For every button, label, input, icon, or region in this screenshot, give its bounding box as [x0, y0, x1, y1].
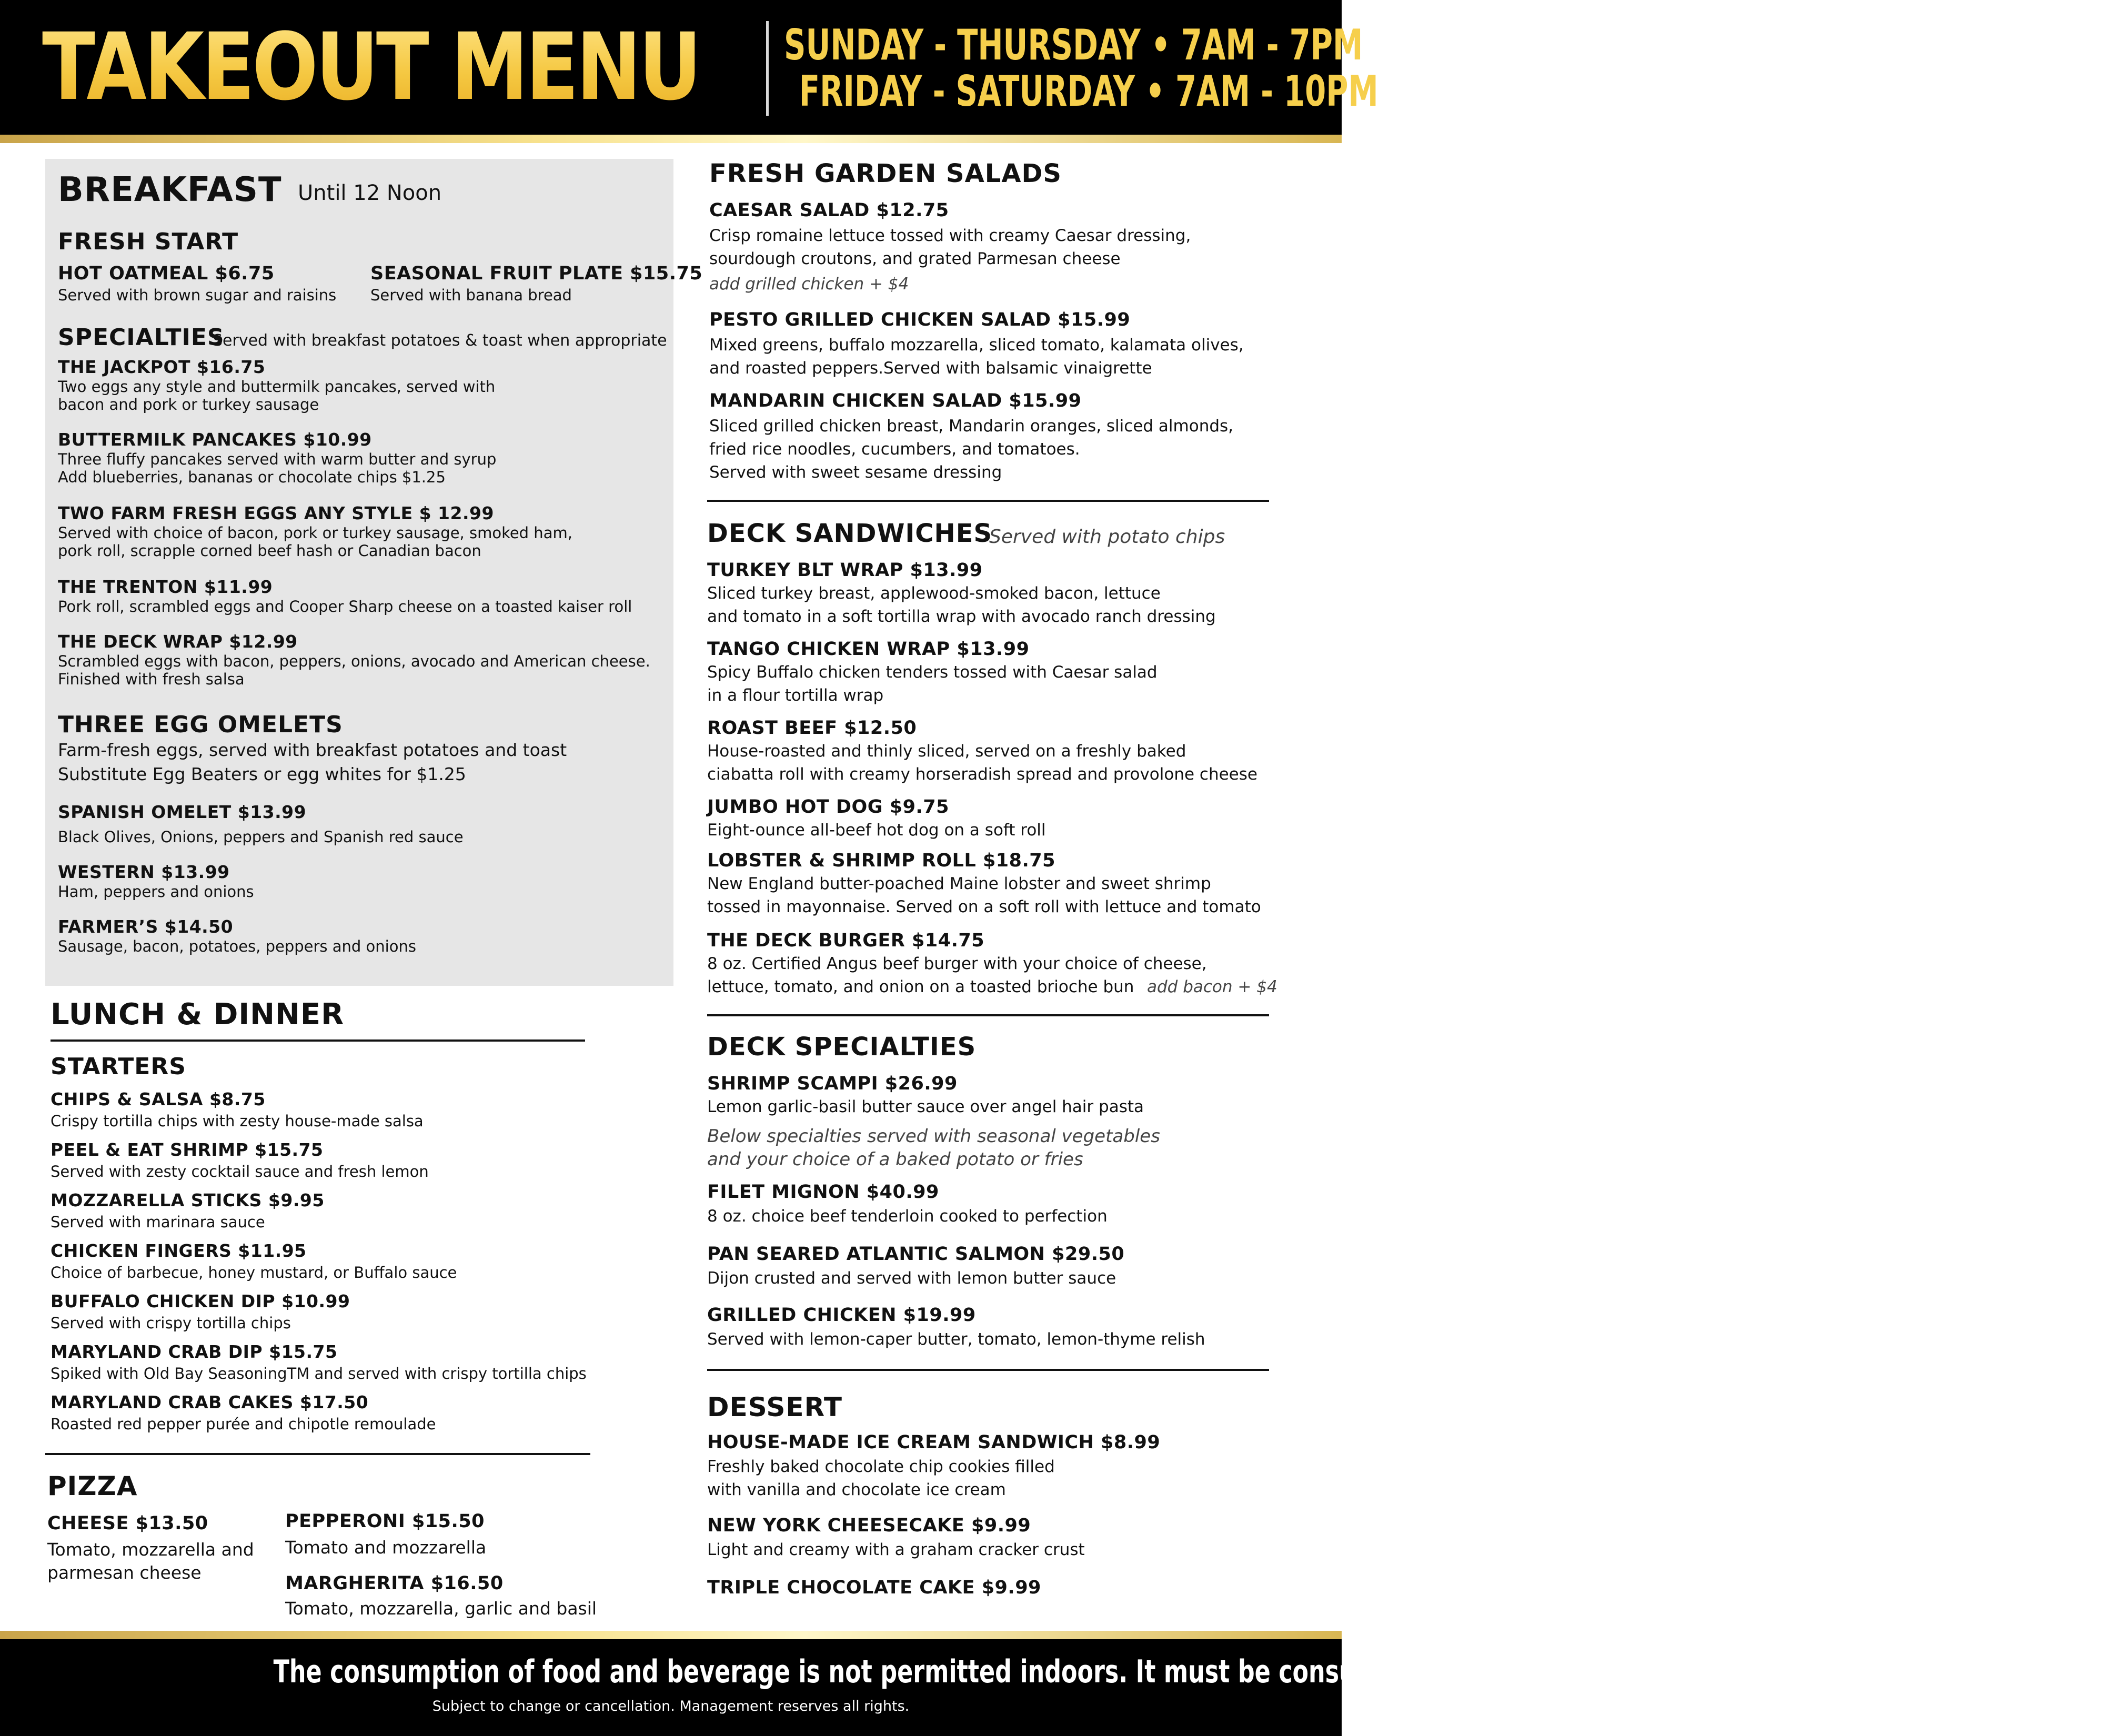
menu-item-name: CAESAR SALAD $12.75: [709, 200, 949, 221]
omelets-title: THREE EGG OMELETS: [58, 711, 343, 738]
breakfast-hours-note: Until 12 Noon: [298, 181, 442, 205]
menu-item-desc: Mixed greens, buffalo mozzarella, sliced tomato, kalamata olives,: [709, 336, 1244, 355]
menu-item-desc: Sliced grilled chicken breast, Mandarin oranges, sliced almonds,: [709, 417, 1234, 436]
menu-item-name: MARGHERITA $16.50: [285, 1573, 504, 1594]
footer-notice-text: The consumption of food and beverage is not permitted indoors. It must be consumed in a hotel room or off property.: [273, 1653, 1830, 1690]
menu-item-desc: Spiked with Old Bay SeasoningTM and served with crispy tortilla chips: [51, 1365, 587, 1382]
menu-item-name: SEASONAL FRUIT PLATE $15.75: [370, 263, 703, 284]
menu-item-name: SPANISH OMELET $13.99: [58, 802, 307, 822]
menu-title: TAKEOUT MENU: [42, 9, 699, 125]
menu-item-desc: Finished with fresh salsa: [58, 670, 245, 688]
menu-item-desc: pork roll, scrapple corned beef hash or Canadian bacon: [58, 542, 481, 560]
menu-item-desc: bacon and pork or turkey sausage: [58, 396, 319, 413]
section-divider: [707, 1014, 1269, 1016]
menu-item-desc: Tomato, mozzarella and: [47, 1539, 254, 1560]
menu-item-desc: Served with choice of bacon, pork or turkey sausage, smoked ham,: [58, 524, 572, 542]
menu-item-desc: Served with brown sugar and raisins: [58, 286, 337, 304]
menu-item-name: LOBSTER & SHRIMP ROLL $18.75: [707, 850, 1056, 871]
menu-item-desc: in a flour tortilla wrap: [707, 686, 884, 705]
menu-item-desc: Served with crispy tortilla chips: [51, 1314, 291, 1332]
menu-item-desc: Sliced turkey breast, applewood-smoked bacon, lettuce: [707, 584, 1161, 603]
menu-item-name: GRILLED CHICKEN $19.99: [707, 1305, 976, 1326]
menu-item-name: SHRIMP SCAMPI $26.99: [707, 1073, 958, 1094]
menu-item-desc: parmesan cheese: [47, 1562, 202, 1583]
menu-item-name: THE DECK WRAP $12.99: [58, 631, 298, 652]
specialties-served-note: Below specialties served with seasonal vegetables: [707, 1126, 1160, 1147]
section-divider: [707, 1369, 1269, 1371]
gold-divider-bottom: [0, 1631, 1342, 1639]
menu-item-desc: with vanilla and chocolate ice cream: [707, 1480, 1006, 1499]
pizza-title: PIZZA: [47, 1471, 138, 1501]
menu-item-desc: Roasted red pepper purée and chipotle remoulade: [51, 1415, 436, 1433]
menu-item-name: PESTO GRILLED CHICKEN SALAD $15.99: [709, 309, 1131, 330]
menu-item-desc: Tomato, mozzarella, garlic and basil: [285, 1598, 597, 1619]
menu-item-desc: 8 oz. Certified Angus beef burger with your choice of cheese,: [707, 954, 1207, 973]
menu-item-desc: House-roasted and thinly sliced, served on a freshly baked: [707, 742, 1186, 761]
menu-item-desc: New England butter-poached Maine lobster and sweet shrimp: [707, 874, 1211, 893]
menu-item-desc: Lemon garlic-basil butter sauce over angel hair pasta: [707, 1097, 1144, 1116]
menu-item-desc: Dijon crusted and served with lemon butter sauce: [707, 1269, 1116, 1288]
deck-specialties-title: DECK SPECIALTIES: [707, 1032, 977, 1062]
menu-item-name: MANDARIN CHICKEN SALAD $15.99: [709, 390, 1082, 411]
menu-item-name: THE DECK BURGER $14.75: [707, 930, 985, 951]
lunch-dinner-title: LUNCH & DINNER: [51, 997, 345, 1032]
menu-item-desc: sourdough croutons, and grated Parmesan cheese: [709, 249, 1121, 268]
menu-item-desc: Eight-ounce all-beef hot dog on a soft roll: [707, 821, 1046, 840]
menu-item-name: MOZZARELLA STICKS $9.95: [51, 1190, 325, 1210]
starters-title: STARTERS: [51, 1053, 186, 1080]
menu-item-desc: Crispy tortilla chips with zesty house-made salsa: [51, 1112, 424, 1130]
header-divider: [766, 21, 769, 116]
menu-item-name: PEEL & EAT SHRIMP $15.75: [51, 1139, 324, 1160]
footer-disclaimer: Subject to change or cancellation. Management reserves all rights.: [432, 1698, 910, 1714]
header-banner: [0, 0, 1378, 135]
omelets-note: Farm-fresh eggs, served with breakfast potatoes and toast: [58, 740, 567, 760]
menu-item-name: HOUSE-MADE ICE CREAM SANDWICH $8.99: [707, 1432, 1161, 1453]
hours-block: [784, 21, 1378, 116]
menu-item-desc: Two eggs any style and buttermilk pancakes, served with: [58, 378, 496, 396]
menu-item-desc: Crisp romaine lettuce tossed with creamy Caesar dressing,: [709, 226, 1191, 245]
menu-item-desc: Sausage, bacon, potatoes, peppers and onions: [58, 937, 416, 955]
menu-item-desc: Freshly baked chocolate chip cookies filled: [707, 1457, 1055, 1476]
section-divider: [51, 1039, 585, 1042]
menu-item-desc: Scrambled eggs with bacon, peppers, onions, avocado and American cheese.: [58, 652, 650, 670]
sandwiches-title: DECK SANDWICHES: [707, 519, 993, 548]
menu-item-addon: add grilled chicken + $4: [709, 275, 909, 294]
menu-item-desc: and tomato in a soft tortilla wrap with avocado ranch dressing: [707, 607, 1216, 626]
menu-item-addon: add bacon + $4: [1147, 977, 1277, 996]
footer-notice: [0, 1651, 1830, 1693]
footer-banner: [0, 1639, 1830, 1736]
menu-item-name: CHEESE $13.50: [47, 1513, 208, 1534]
menu-item-desc: Three fluffy pancakes served with warm butter and syrup: [58, 450, 497, 468]
menu-item-name: PEPPERONI $15.50: [285, 1511, 485, 1532]
menu-item-desc: Pork roll, scrambled eggs and Cooper Sharp cheese on a toasted kaiser roll: [58, 598, 632, 615]
menu-item-name: THE TRENTON $11.99: [58, 577, 273, 597]
menu-item-name: TWO FARM FRESH EGGS ANY STYLE $ 12.99: [58, 503, 494, 523]
menu-item-desc: Served with sweet sesame dressing: [709, 463, 1002, 482]
menu-item-desc: Served with zesty cocktail sauce and fresh lemon: [51, 1163, 429, 1180]
menu-item-desc: tossed in mayonnaise. Served on a soft roll with lettuce and tomato: [707, 897, 1261, 916]
section-divider: [707, 500, 1269, 502]
breakfast-title: BREAKFAST: [58, 170, 282, 209]
menu-item-name: TRIPLE CHOCOLATE CAKE $9.99: [707, 1577, 1041, 1598]
menu-item-desc: ciabatta roll with creamy horseradish spread and provolone cheese: [707, 765, 1257, 784]
hours-weekend: FRIDAY - SATURDAY • 7AM - 10PM: [799, 67, 1378, 116]
menu-item-name: NEW YORK CHEESECAKE $9.99: [707, 1515, 1031, 1536]
menu-item-name: CHIPS & SALSA $8.75: [51, 1089, 266, 1109]
salads-title: FRESH GARDEN SALADS: [709, 159, 1062, 188]
dessert-title: DESSERT: [707, 1392, 842, 1422]
menu-item-name: FARMER’S $14.50: [58, 916, 234, 937]
menu-item-desc: Black Olives, Onions, peppers and Spanish red sauce: [58, 828, 464, 846]
menu-item-name: FILET MIGNON $40.99: [707, 1182, 939, 1203]
menu-item-desc: Light and creamy with a graham cracker crust: [707, 1540, 1085, 1559]
menu-item-name: MARYLAND CRAB DIP $15.75: [51, 1341, 338, 1362]
menu-item-name: WESTERN $13.99: [58, 862, 230, 882]
specialties-note: Served with breakfast potatoes & toast when appropriate: [213, 331, 667, 350]
menu-item-name: HOT OATMEAL $6.75: [58, 263, 275, 284]
menu-item-name: CHICKEN FINGERS $11.95: [51, 1240, 307, 1261]
menu-item-desc: Tomato and mozzarella: [285, 1537, 487, 1558]
section-divider: [45, 1453, 590, 1455]
menu-item-desc: lettuce, tomato, and onion on a toasted brioche bun: [707, 977, 1134, 996]
specialties-served-note: and your choice of a baked potato or fries: [707, 1149, 1083, 1170]
menu-item-name: BUFFALO CHICKEN DIP $10.99: [51, 1291, 350, 1311]
fresh-start-title: FRESH START: [58, 228, 239, 255]
menu-item-name: TURKEY BLT WRAP $13.99: [707, 560, 983, 581]
specialties-title: SPECIALTIES: [58, 324, 225, 351]
menu-item-desc: fried rice noodles, cucumbers, and tomatoes.: [709, 440, 1080, 459]
menu-item-desc: Served with lemon-caper butter, tomato, lemon-thyme relish: [707, 1330, 1205, 1349]
menu-item-desc: Served with marinara sauce: [51, 1213, 265, 1231]
menu-item-name: JUMBO HOT DOG $9.75: [707, 796, 949, 817]
menu-item-name: TANGO CHICKEN WRAP $13.99: [707, 639, 1030, 660]
hours-weekday: SUNDAY - THURSDAY • 7AM - 7PM: [784, 21, 1363, 69]
omelets-note: Substitute Egg Beaters or egg whites for $1.25: [58, 764, 466, 784]
menu-item-name: PAN SEARED ATLANTIC SALMON $29.50: [707, 1244, 1125, 1265]
menu-item-name: THE JACKPOT $16.75: [58, 357, 266, 377]
menu-item-desc: 8 oz. choice beef tenderloin cooked to perfection: [707, 1207, 1108, 1226]
menu-item-desc: Ham, peppers and onions: [58, 883, 254, 901]
menu-item-desc: Choice of barbecue, honey mustard, or Buffalo sauce: [51, 1264, 457, 1281]
menu-item-desc: and roasted peppers.Served with balsamic vinaigrette: [709, 359, 1152, 378]
menu-item-desc: Add blueberries, bananas or chocolate chips $1.25: [58, 468, 446, 486]
menu-item-desc: Served with banana bread: [370, 286, 572, 304]
menu-item-desc: Spicy Buffalo chicken tenders tossed with Caesar salad: [707, 663, 1158, 682]
menu-item-name: MARYLAND CRAB CAKES $17.50: [51, 1392, 369, 1412]
menu-item-name: ROAST BEEF $12.50: [707, 718, 917, 739]
gold-divider-top: [0, 135, 1342, 143]
menu-item-name: BUTTERMILK PANCAKES $10.99: [58, 429, 372, 450]
sandwiches-note: Served with potato chips: [989, 526, 1225, 548]
